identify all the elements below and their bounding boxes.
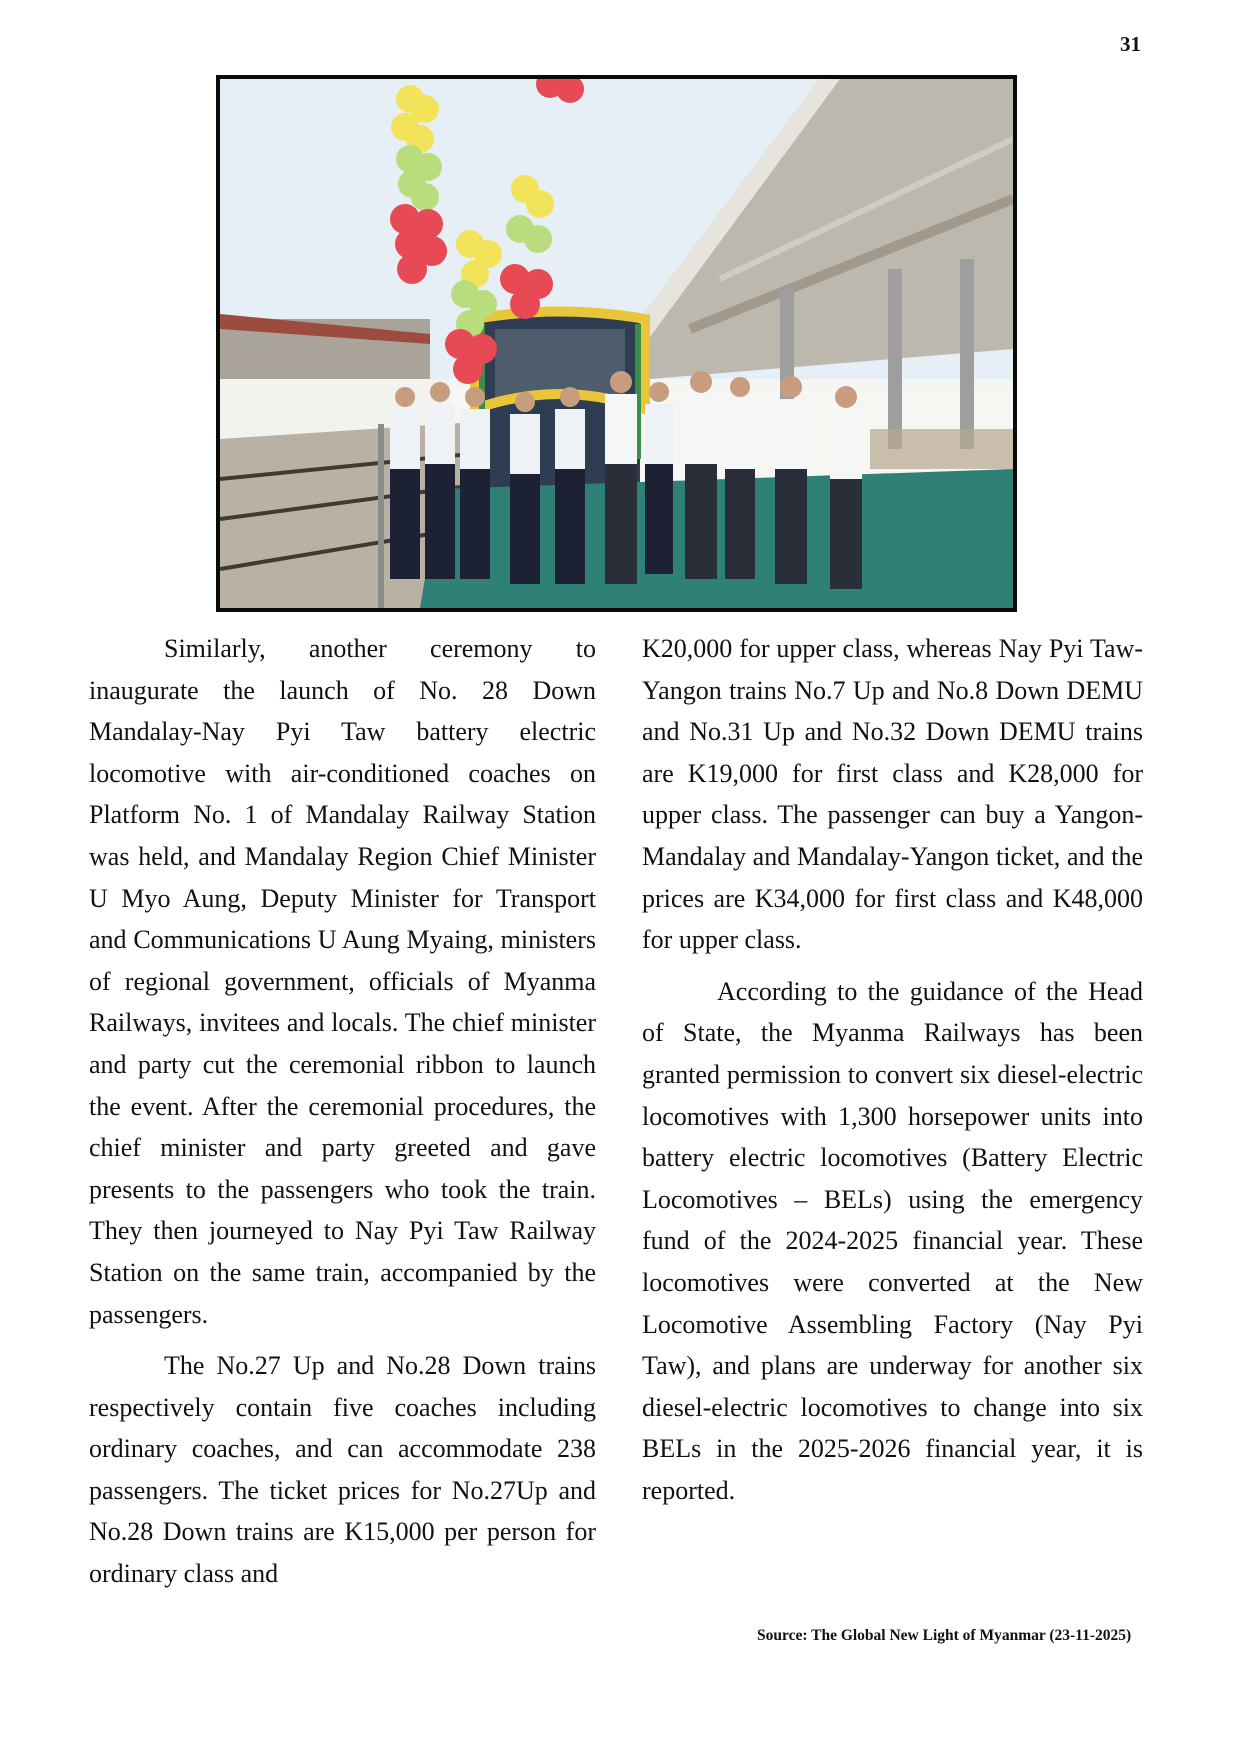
canopy-pillar: [960, 259, 974, 449]
paragraph: K20,000 for upper class, whereas Nay Pyi Taw-Yangon trains No.7 Up and No.8 Down DEMU and No.31 Up and No.32 Down DEMU trains are K19,000 for first class and K28,000 for upper class. The passenger can buy a Yangon-Mandalay and Mandalay-Yangon ticket, and the prices are K34,000 for first class and K48,000 for upper class.: [642, 634, 1143, 955]
article-photo: [216, 75, 1017, 612]
audience: [870, 429, 1013, 469]
paragraph: According to the guidance of the Head of State, the Myanma Railways has been granted permission to convert six diesel-electric locomotives with 1,300 horsepower units into battery electric locomotives (Battery Electric Locomotives – BELs) using the emergency fund of the 2024-2025 financial year. These locomotives were converted at the New Locomotive Assembling Factory (Nay Pyi Taw), and plans are underway for another six diesel-electric locomotives to change into six BELs in the 2025-2026 financial year, it is reported.: [642, 976, 1143, 1505]
source-credit: Source: The Global New Light of Myanmar (23-11-2025): [757, 1627, 1132, 1644]
ceremony-photo-illustration: [220, 79, 1013, 608]
article-column-left: [89, 628, 596, 1605]
fence-post: [378, 424, 384, 608]
canopy-pillar: [888, 269, 902, 449]
paragraph: The No.27 Up and No.28 Down trains respectively contain five coaches including ordinary coaches, and can accommodate 238 passengers. The ticket prices for No.27Up and No.28 Down trains are K15,000 per person for ordinary class and: [89, 1351, 596, 1589]
paragraph: Similarly, another ceremony to inaugurate the launch of No. 28 Down Mandalay-Nay Pyi Taw battery electric locomotive with air-conditioned coaches on Platform No. 1 of Mandalay Railway Station was held, and Mandalay Region Chief Minister U Myo Aung, Deputy Minister for Transport and Communications U Aung Myaing, ministers of regional government, officials of Myanma Railways, invitees and locals. The chief minister and party cut the ceremonial ribbon to launch the event. After the ceremonial procedures, the chief minister and party greeted and gave presents to the passengers who took the train. They then journeyed to Nay Pyi Taw Railway Station on the same train, accompanied by the passengers.: [89, 634, 596, 1329]
ceremony-participants: [390, 371, 862, 589]
train-windshield: [495, 329, 625, 399]
page-number: 31: [1120, 32, 1141, 56]
article-column-right: [642, 628, 1143, 1521]
